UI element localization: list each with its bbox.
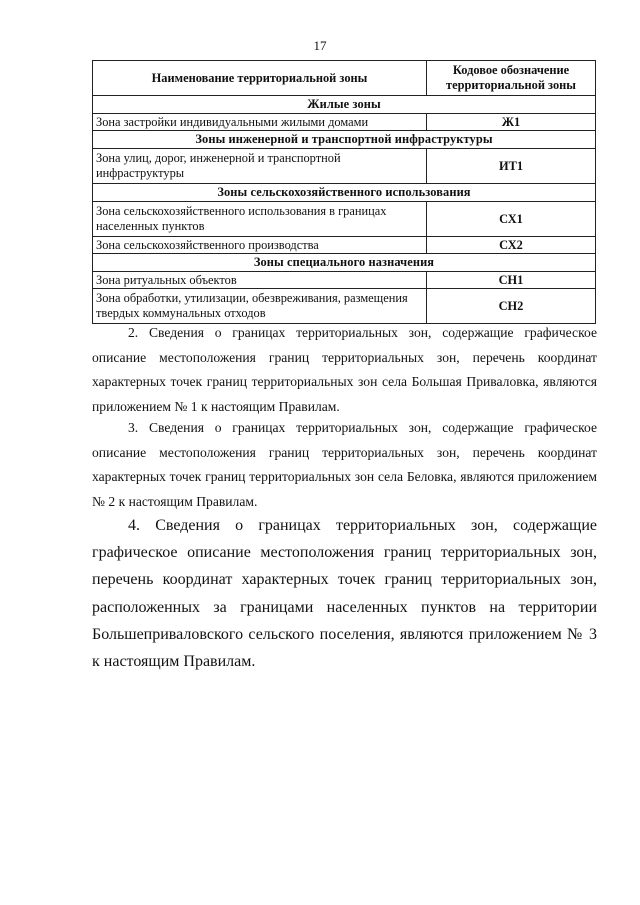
zone-code-cell: СХ2 xyxy=(427,237,596,254)
zone-name-cell: Зона ритуальных объектов xyxy=(93,272,427,289)
section-row-agricultural xyxy=(93,184,596,202)
table-row xyxy=(93,149,596,184)
page-number: 17 xyxy=(313,38,327,53)
section-title: Зоны специального назначения xyxy=(93,254,596,272)
table-row xyxy=(93,114,596,131)
section-title: Зоны инженерной и транспортной инфраструктуры xyxy=(93,131,596,149)
zone-name-cell: Зона застройки индивидуальными жилыми домами xyxy=(93,114,427,131)
zone-name-cell: Зона обработки, утилизации, обезвреживания, размещения твердых коммунальных отходов xyxy=(93,289,427,324)
zone-name-cell: Зона улиц, дорог, инженерной и транспортной инфраструктуры xyxy=(93,149,427,184)
zone-code-cell: СН2 xyxy=(427,289,596,324)
paragraph-2: 2. Сведения о границах территориальных зон, содержащие графическое описание местоположения границ территориальных зон, перечень координат характерных точек границ территориальных зон села Большая Приваловка, являются приложением № 1 к настоящим Правилам. xyxy=(92,325,597,414)
table-header-row xyxy=(93,61,596,96)
section-title: Зоны сельскохозяйственного использования xyxy=(93,184,596,202)
zone-code-cell: СХ1 xyxy=(427,202,596,237)
section-row-special xyxy=(93,254,596,272)
zone-name-cell: Зона сельскохозяйственного производства xyxy=(93,237,427,254)
zone-code-cell: Ж1 xyxy=(427,114,596,131)
section-title: Жилые зоны xyxy=(93,96,596,114)
table-row xyxy=(93,237,596,254)
table-row xyxy=(93,202,596,237)
section-row-infrastructure xyxy=(93,131,596,149)
paragraph-3: 3. Сведения о границах территориальных зон, содержащие графическое описание местоположения границ территориальных зон, перечень координат характерных точек границ территориальных зон села Беловка, являются приложением № 2 к настоящим Правилам. xyxy=(92,420,597,509)
zone-code-cell: СН1 xyxy=(427,272,596,289)
header-zone-name: Наименование территориальной зоны xyxy=(93,61,427,96)
paragraph-4: 4. Сведения о границах территориальных зон, содержащие графическое описание местоположения границ территориальных зон, перечень координат характерных точек границ территориальных зон, расположенных за границами населенных пунктов на территории Большеприваловского сельского поселения, являются приложением № 3 к настоящим Правилам. xyxy=(92,517,597,671)
table-row xyxy=(93,289,596,324)
zone-name-cell: Зона сельскохозяйственного использования в границах населенных пунктов xyxy=(93,202,427,237)
territorial-zones-table xyxy=(92,60,596,324)
zone-code-cell: ИТ1 xyxy=(427,149,596,184)
section-row-residential xyxy=(93,96,596,114)
header-zone-code: Кодовое обозначение территориальной зоны xyxy=(427,61,596,96)
table-row xyxy=(93,272,596,289)
